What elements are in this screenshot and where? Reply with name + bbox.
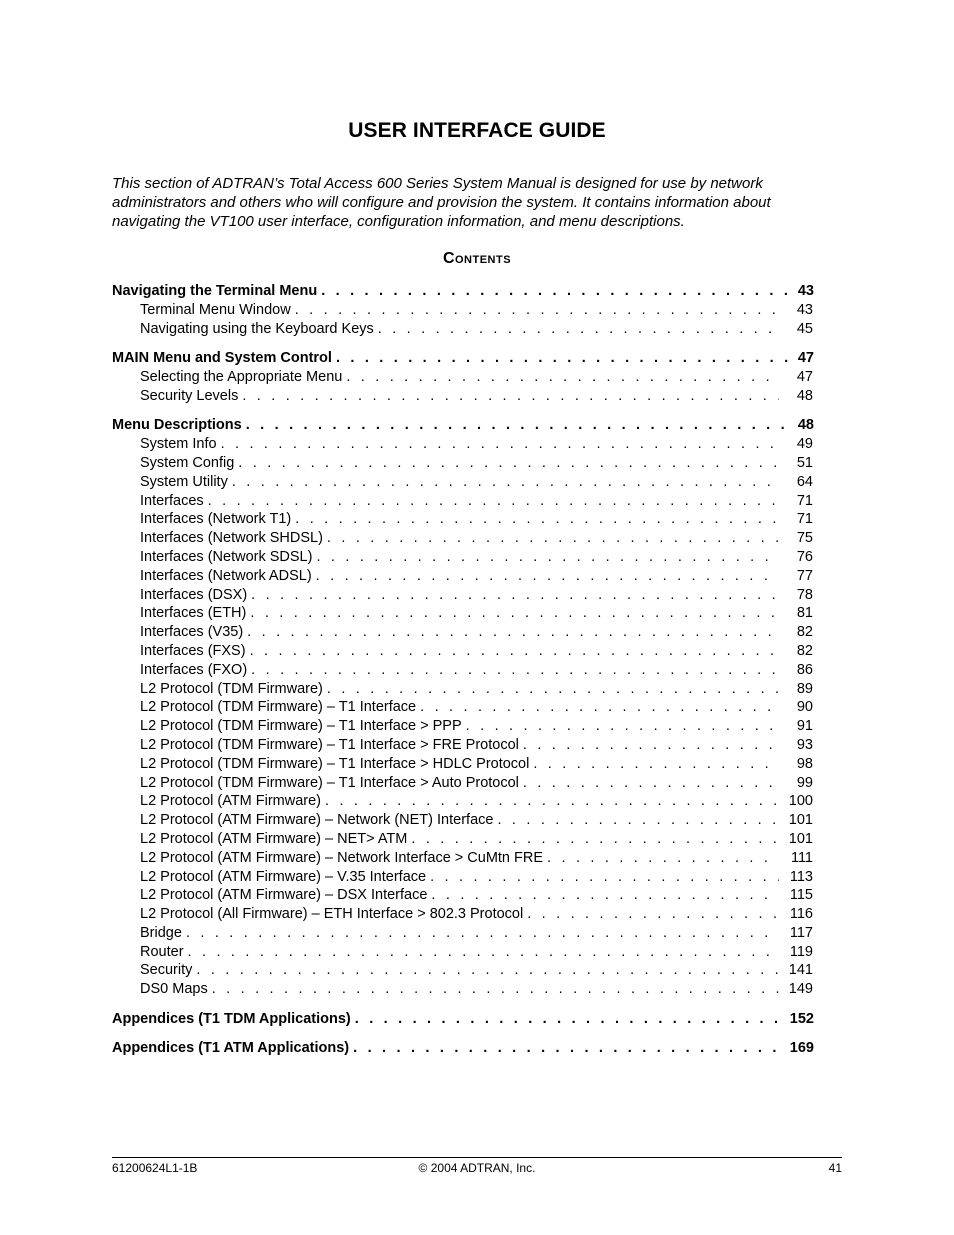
toc-section <box>112 417 814 1000</box>
toc-entry-page: 91 <box>796 718 813 735</box>
toc-entry-page: 51 <box>796 454 813 471</box>
toc-dot-leader <box>523 775 779 791</box>
toc-entry-sub[interactable] <box>112 869 814 888</box>
toc-entry-sub[interactable] <box>112 662 814 681</box>
toc-entry-label: Interfaces (Network T1) <box>140 511 292 528</box>
toc-dot-leader <box>250 643 779 659</box>
toc-entry-label: L2 Protocol (TDM Firmware) – T1 Interface > PPP <box>140 718 462 735</box>
toc-entry-page: 86 <box>796 661 813 678</box>
toc-dot-leader <box>295 302 779 318</box>
toc-entry-page: 82 <box>796 642 813 659</box>
toc-entry-main[interactable] <box>112 417 814 436</box>
toc-entry-sub[interactable] <box>112 643 814 662</box>
toc-entry-sub[interactable] <box>112 511 814 530</box>
toc-entry-page: 64 <box>796 473 813 490</box>
toc-entry-page: 152 <box>789 1010 814 1027</box>
toc-entry-sub[interactable] <box>112 962 814 981</box>
toc-entry-sub[interactable] <box>112 549 814 568</box>
toc-entry-label: Appendices (T1 TDM Applications) <box>112 1010 351 1027</box>
toc-dot-leader <box>327 530 779 546</box>
toc-entry-label: L2 Protocol (ATM Firmware) – Network Interface > CuMtn FRE <box>140 849 544 866</box>
toc-dot-leader <box>527 906 779 922</box>
toc-entry-page: 149 <box>788 981 813 998</box>
toc-entry-sub[interactable] <box>112 981 814 1000</box>
toc-entry-label: L2 Protocol (TDM Firmware) – T1 Interface > FRE Protocol <box>140 736 519 753</box>
toc-entry-page: 45 <box>796 320 813 337</box>
toc-entry-sub[interactable] <box>112 681 814 700</box>
toc-entry-sub[interactable] <box>112 493 814 512</box>
toc-entry-label: MAIN Menu and System Control <box>112 350 332 367</box>
toc-entry-sub[interactable] <box>112 624 814 643</box>
toc-dot-leader <box>251 587 779 603</box>
toc-entry-page: 47 <box>796 368 813 385</box>
footer-doc-number: 61200624L1-1B <box>112 1161 198 1175</box>
toc-dot-leader <box>247 624 779 640</box>
toc-entry-page: 99 <box>796 774 813 791</box>
toc-dot-leader <box>186 925 779 941</box>
toc-entry-sub[interactable] <box>112 369 814 388</box>
toc-entry-label: System Info <box>140 436 217 453</box>
toc-dot-leader <box>466 718 779 734</box>
footer-copyright: © 2004 ADTRAN, Inc. <box>418 1161 536 1175</box>
footer-divider <box>112 1157 842 1158</box>
toc-entry-page: 101 <box>788 812 813 829</box>
toc-entry-label: L2 Protocol (ATM Firmware) – DSX Interface <box>140 887 428 904</box>
toc-entry-label: Interfaces (Network SDSL) <box>140 548 313 565</box>
toc-entry-page: 89 <box>796 680 813 697</box>
toc-entry-page: 71 <box>796 511 813 528</box>
footer-page-number: 41 <box>828 1161 842 1175</box>
toc-entry-label: Security <box>140 962 193 979</box>
toc-entry-sub[interactable] <box>112 906 814 925</box>
toc-dot-leader <box>353 1040 786 1056</box>
toc-entry-page: 90 <box>796 699 813 716</box>
toc-dot-leader <box>196 962 779 978</box>
toc-entry-label: Bridge <box>140 924 182 941</box>
toc-entry-sub[interactable] <box>112 925 814 944</box>
toc-entry-label: DS0 Maps <box>140 981 208 998</box>
toc-dot-leader <box>420 699 779 715</box>
toc-dot-leader <box>316 549 779 565</box>
toc-entry-page: 117 <box>789 924 813 941</box>
toc-entry-page: 81 <box>796 605 813 622</box>
toc-entry-sub[interactable] <box>112 530 814 549</box>
table-of-contents <box>112 283 814 1070</box>
toc-entry-page: 75 <box>796 530 813 547</box>
toc-entry-label: Appendices (T1 ATM Applications) <box>112 1040 350 1057</box>
toc-entry-page: 116 <box>789 906 813 923</box>
toc-dot-leader <box>246 417 794 433</box>
toc-dot-leader <box>316 568 779 584</box>
toc-entry-page: 77 <box>796 567 813 584</box>
contents-heading: Contents <box>442 250 512 267</box>
toc-entry-label: Terminal Menu Window <box>140 301 291 318</box>
toc-dot-leader <box>547 850 779 866</box>
toc-entry-label: Interfaces (Network SHDSL) <box>140 530 323 547</box>
toc-dot-leader <box>238 455 779 471</box>
toc-entry-label: Router <box>140 943 184 960</box>
toc-dot-leader <box>497 812 779 828</box>
toc-entry-page: 119 <box>789 943 813 960</box>
toc-dot-leader <box>325 793 779 809</box>
toc-entry-label: Selecting the Appropriate Menu <box>140 368 343 385</box>
toc-entry-page: 115 <box>789 887 813 904</box>
toc-entry-label: Menu Descriptions <box>112 417 242 434</box>
toc-dot-leader <box>327 681 779 697</box>
toc-entry-sub[interactable] <box>112 321 814 340</box>
toc-dot-leader <box>431 887 779 903</box>
toc-entry-main[interactable] <box>112 1011 814 1030</box>
toc-entry-label: Navigating using the Keyboard Keys <box>140 320 374 337</box>
toc-entry-page: 78 <box>796 586 813 603</box>
toc-entry-label: Security Levels <box>140 387 239 404</box>
toc-entry-label: Interfaces <box>140 492 204 509</box>
toc-entry-sub[interactable] <box>112 699 814 718</box>
toc-entry-sub[interactable] <box>112 474 814 493</box>
toc-dot-leader <box>251 662 779 678</box>
toc-entry-main[interactable] <box>112 350 814 369</box>
toc-entry-sub[interactable] <box>112 605 814 624</box>
toc-dot-leader <box>355 1011 786 1027</box>
toc-dot-leader <box>346 369 779 385</box>
toc-entry-page: 100 <box>788 793 813 810</box>
toc-entry-page: 48 <box>796 387 813 404</box>
toc-entry-page: 141 <box>788 962 813 979</box>
toc-entry-label: L2 Protocol (TDM Firmware) – T1 Interface > Auto Protocol <box>140 774 519 791</box>
toc-entry-page: 101 <box>788 830 813 847</box>
toc-entry-sub[interactable] <box>112 887 814 906</box>
toc-dot-leader <box>250 605 779 621</box>
toc-entry-label: L2 Protocol (ATM Firmware) – V.35 Interface <box>140 868 427 885</box>
toc-entry-label: L2 Protocol (TDM Firmware) – T1 Interface <box>140 699 417 716</box>
toc-entry-sub[interactable] <box>112 812 814 831</box>
toc-entry-label: L2 Protocol (TDM Firmware) – T1 Interface > HDLC Protocol <box>140 755 530 772</box>
toc-entry-label: L2 Protocol (TDM Firmware) <box>140 680 323 697</box>
toc-entry-page: 47 <box>797 350 814 367</box>
toc-dot-leader <box>188 944 779 960</box>
toc-entry-sub[interactable] <box>112 737 814 756</box>
toc-dot-leader <box>533 756 779 772</box>
toc-entry-page: 43 <box>796 301 813 318</box>
toc-section <box>112 350 814 406</box>
toc-entry-sub[interactable] <box>112 302 814 321</box>
toc-entry-sub[interactable] <box>112 775 814 794</box>
toc-dot-leader <box>336 350 794 366</box>
toc-section <box>112 1040 814 1059</box>
toc-entry-label: Interfaces (DSX) <box>140 586 248 603</box>
toc-dot-leader <box>242 388 779 404</box>
toc-entry-label: Interfaces (FXS) <box>140 642 246 659</box>
toc-dot-leader <box>208 493 779 509</box>
toc-section <box>112 283 814 339</box>
toc-entry-label: System Config <box>140 454 235 471</box>
toc-entry-page: 93 <box>796 736 813 753</box>
toc-entry-main[interactable] <box>112 1040 814 1059</box>
toc-entry-page: 49 <box>796 436 813 453</box>
toc-dot-leader <box>232 474 779 490</box>
toc-entry-main[interactable] <box>112 283 814 302</box>
toc-entry-sub[interactable] <box>112 436 814 455</box>
toc-dot-leader <box>378 321 779 337</box>
toc-entry-page: 111 <box>790 849 813 866</box>
toc-entry-page: 71 <box>796 492 813 509</box>
toc-entry-sub[interactable] <box>112 718 814 737</box>
page-title: USER INTERFACE GUIDE <box>348 119 606 142</box>
toc-entry-page: 43 <box>797 283 814 299</box>
toc-entry-label: Interfaces (Network ADSL) <box>140 567 312 584</box>
toc-entry-sub[interactable] <box>112 455 814 474</box>
toc-dot-leader <box>523 737 779 753</box>
toc-entry-sub[interactable] <box>112 850 814 869</box>
toc-entry-label: Interfaces (ETH) <box>140 605 247 622</box>
toc-entry-sub[interactable] <box>112 793 814 812</box>
toc-dot-leader <box>430 869 779 885</box>
toc-entry-page: 82 <box>796 624 813 641</box>
intro-paragraph: This section of ADTRAN’s Total Access 600 Series System Manual is designed for use by network administrators and others who will configure and provision the system. It contains information about navigating the VT100 user interface, configuration information, and menu descriptions. <box>112 175 771 230</box>
toc-entry-label: Interfaces (FXO) <box>140 661 248 678</box>
toc-dot-leader <box>411 831 779 847</box>
toc-entry-label: L2 Protocol (ATM Firmware) <box>140 793 322 810</box>
toc-entry-page: 113 <box>789 868 813 885</box>
toc-entry-label: Interfaces (V35) <box>140 624 244 641</box>
toc-entry-label: System Utility <box>140 473 228 490</box>
toc-entry-page: 98 <box>796 755 813 772</box>
toc-entry-label: L2 Protocol (All Firmware) – ETH Interface > 802.3 Protocol <box>140 906 524 923</box>
toc-entry-sub[interactable] <box>112 831 814 850</box>
toc-dot-leader <box>221 436 779 452</box>
toc-dot-leader <box>295 511 779 527</box>
toc-entry-sub[interactable] <box>112 568 814 587</box>
toc-entry-sub[interactable] <box>112 944 814 963</box>
toc-entry-sub[interactable] <box>112 388 814 407</box>
toc-dot-leader <box>212 981 779 997</box>
toc-entry-page: 169 <box>789 1040 814 1057</box>
toc-entry-sub[interactable] <box>112 756 814 775</box>
toc-entry-label: Navigating the Terminal Menu <box>112 283 318 299</box>
toc-entry-page: 76 <box>796 548 813 565</box>
toc-entry-page: 48 <box>797 417 814 434</box>
toc-dot-leader <box>321 283 794 299</box>
toc-entry-label: L2 Protocol (ATM Firmware) – Network (NET) Interface <box>140 812 494 829</box>
toc-entry-label: L2 Protocol (ATM Firmware) – NET> ATM <box>140 830 408 847</box>
toc-section <box>112 1011 814 1030</box>
toc-entry-sub[interactable] <box>112 587 814 606</box>
